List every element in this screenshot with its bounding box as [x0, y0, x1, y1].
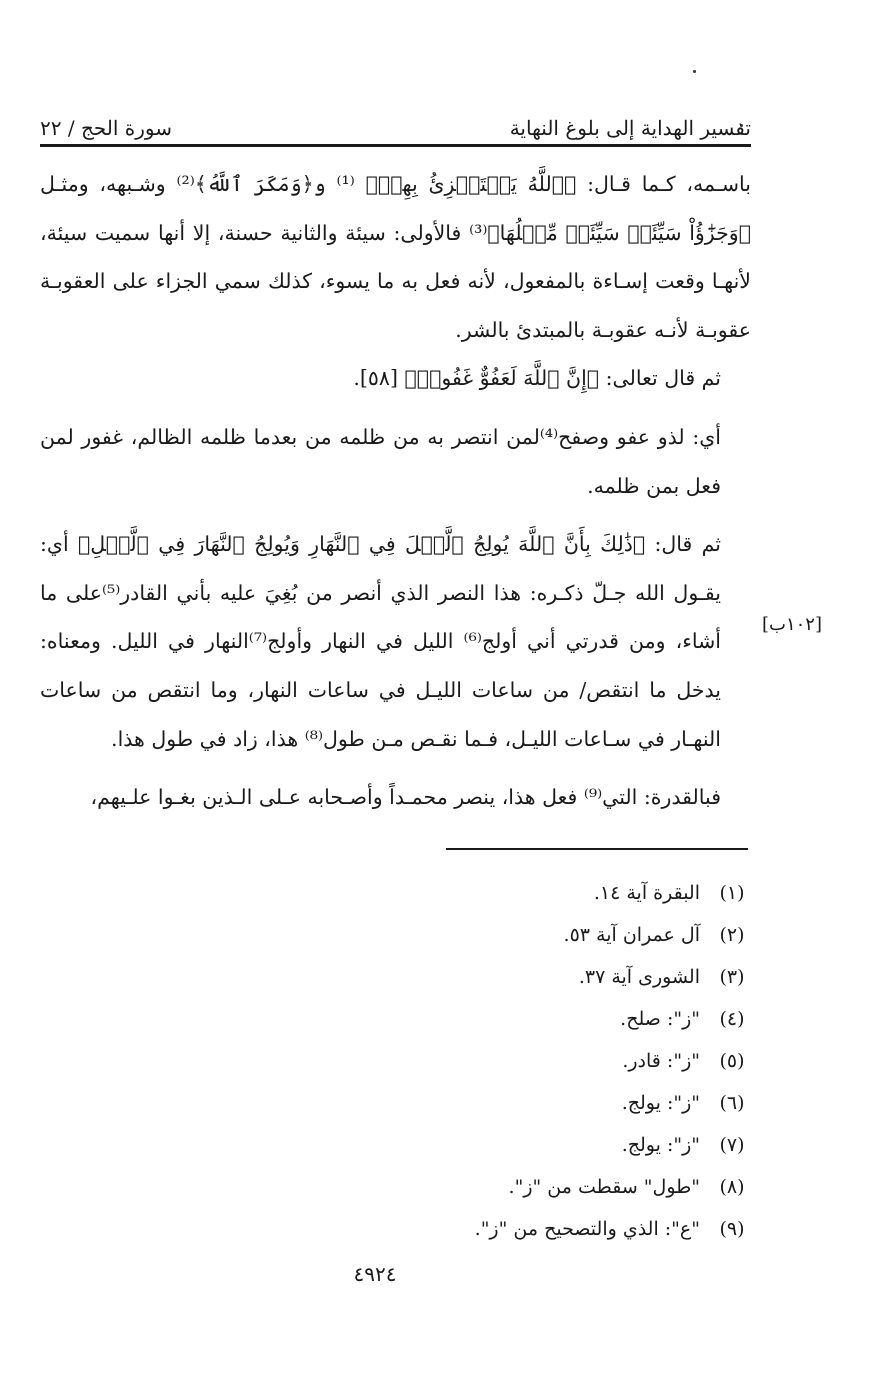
paragraph-3: أي: لذو عفو وصفح⁽⁴⁾لمن انتصر به من ظلمه من بعدما ظلمه الظالم، غفور لمن فعل بمن ظلمه. — [40, 424, 721, 498]
footnotes-list — [300, 872, 752, 1250]
footnote-item — [300, 1124, 752, 1166]
footnote-number: (٩) — [719, 1218, 745, 1240]
running-header — [40, 100, 751, 140]
footnote-number: (٢) — [719, 924, 745, 946]
main-text — [40, 160, 751, 822]
paragraph-5: فبالقدرة: التي⁽⁹⁾ فعل هذا، ينصر محمـداً وأصـحابه عـلى الـذين بغـوا علـيهم، — [90, 785, 721, 810]
scan-speck — [693, 70, 696, 73]
surah-page-label: سورة الحج / ٢٢ — [40, 116, 172, 140]
page-number: ٤٩٢٤ — [353, 1262, 397, 1286]
footnote-item — [300, 1208, 752, 1250]
footnote-text: "ز": صلح. — [620, 1008, 700, 1030]
footnote-text: الشورى آية ٣٧. — [578, 966, 700, 988]
footnote-item — [300, 1082, 752, 1124]
paragraph-1: باسـمه، كـما قـال: ﴿ٱللَّهُ يَسۡتَهۡزِئُ بِهِمۡ﴾ ⁽¹⁾ و﴿وَمَكَرَ ٱللَّهُ﴾⁽²⁾ وشـبهه، ومثـل ﴿وَجَزَٰٓؤُاْ سَيِّئَةٖ سَيِّئَةٞ مِّثۡلُهَا﴾⁽³⁾ فالأولى: سيئة والثانية حسنة، إلا أنها سميت سيئة، لأنهـا وقعت إسـاءة بالمفعول، لأنه فعل به ما يسوء، كذلك سمي الجزاء على العقوبـة عقوبـة لأنـه عقوبـة بالمبتدئ بالشر. — [40, 172, 751, 342]
book-title: تفسير الهداية إلى بلوغ النهاية — [509, 116, 751, 140]
paragraph-2: ثم قال تعالى: ﴿إِنَّ ٱللَّهَ لَعَفُوٌّ غَفُورٞ﴾ [٥٨]. — [353, 366, 721, 391]
footnote-number: (٤) — [719, 1008, 745, 1030]
footnote-text: "ع": الذي والتصحيح من "ز". — [474, 1218, 700, 1240]
footnote-number: (٦) — [719, 1092, 745, 1114]
footnote-text: البقرة آية ١٤. — [593, 882, 700, 904]
footnote-text: "ز": يولج. — [621, 1092, 700, 1114]
footnote-rule — [446, 848, 748, 850]
footnote-text: "ز": قادر. — [622, 1050, 700, 1072]
footnote-number: (١) — [719, 882, 745, 904]
footnote-item — [300, 998, 752, 1040]
manuscript-folio-marker: [١٠٢ب] — [762, 614, 823, 635]
footnote-item — [300, 1166, 752, 1208]
footnote-item — [300, 872, 752, 914]
header-rule — [40, 144, 751, 147]
footnote-text: "ز": يولج. — [621, 1134, 700, 1156]
footnote-item — [300, 914, 752, 956]
footnote-number: (٣) — [719, 966, 745, 988]
footnote-number: (٧) — [719, 1134, 745, 1156]
footnote-number: (٨) — [719, 1176, 745, 1198]
footnote-number: (٥) — [719, 1050, 745, 1072]
footnote-item — [300, 956, 752, 998]
paragraph-4: ثم قال: ﴿ذَٰلِكَ بِأَنَّ ٱللَّهَ يُولِجُ ٱلَّيۡلَ فِي ٱلنَّهَارِ وَيُولِجُ ٱلنَّهَارَ فِي ٱلَّيۡلِ﴾ أي: يقـول الله جـلّ ذكـره: هذا النصر الذي أنصر من بُغِيَ عليه بأني القادر⁽⁵⁾على ما أشاء، ومن قدرتي أني أولج⁽⁶⁾ الليل في النهار وأولج⁽⁷⁾النهار في الليل. ومعناه: يدخل ما انتقص/ من ساعات الليـل في ساعات النهار، وما انتقص من ساعات النهـار في سـاعات الليـل، فـما نقـص مـن طول⁽⁸⁾ هذا، زاد في طول هذا. — [40, 532, 721, 751]
footnote-item — [300, 1040, 752, 1082]
footnote-text: "طول" سقطت من "ز". — [508, 1176, 700, 1198]
footnote-text: آل عمران آية ٥٣. — [563, 924, 700, 946]
